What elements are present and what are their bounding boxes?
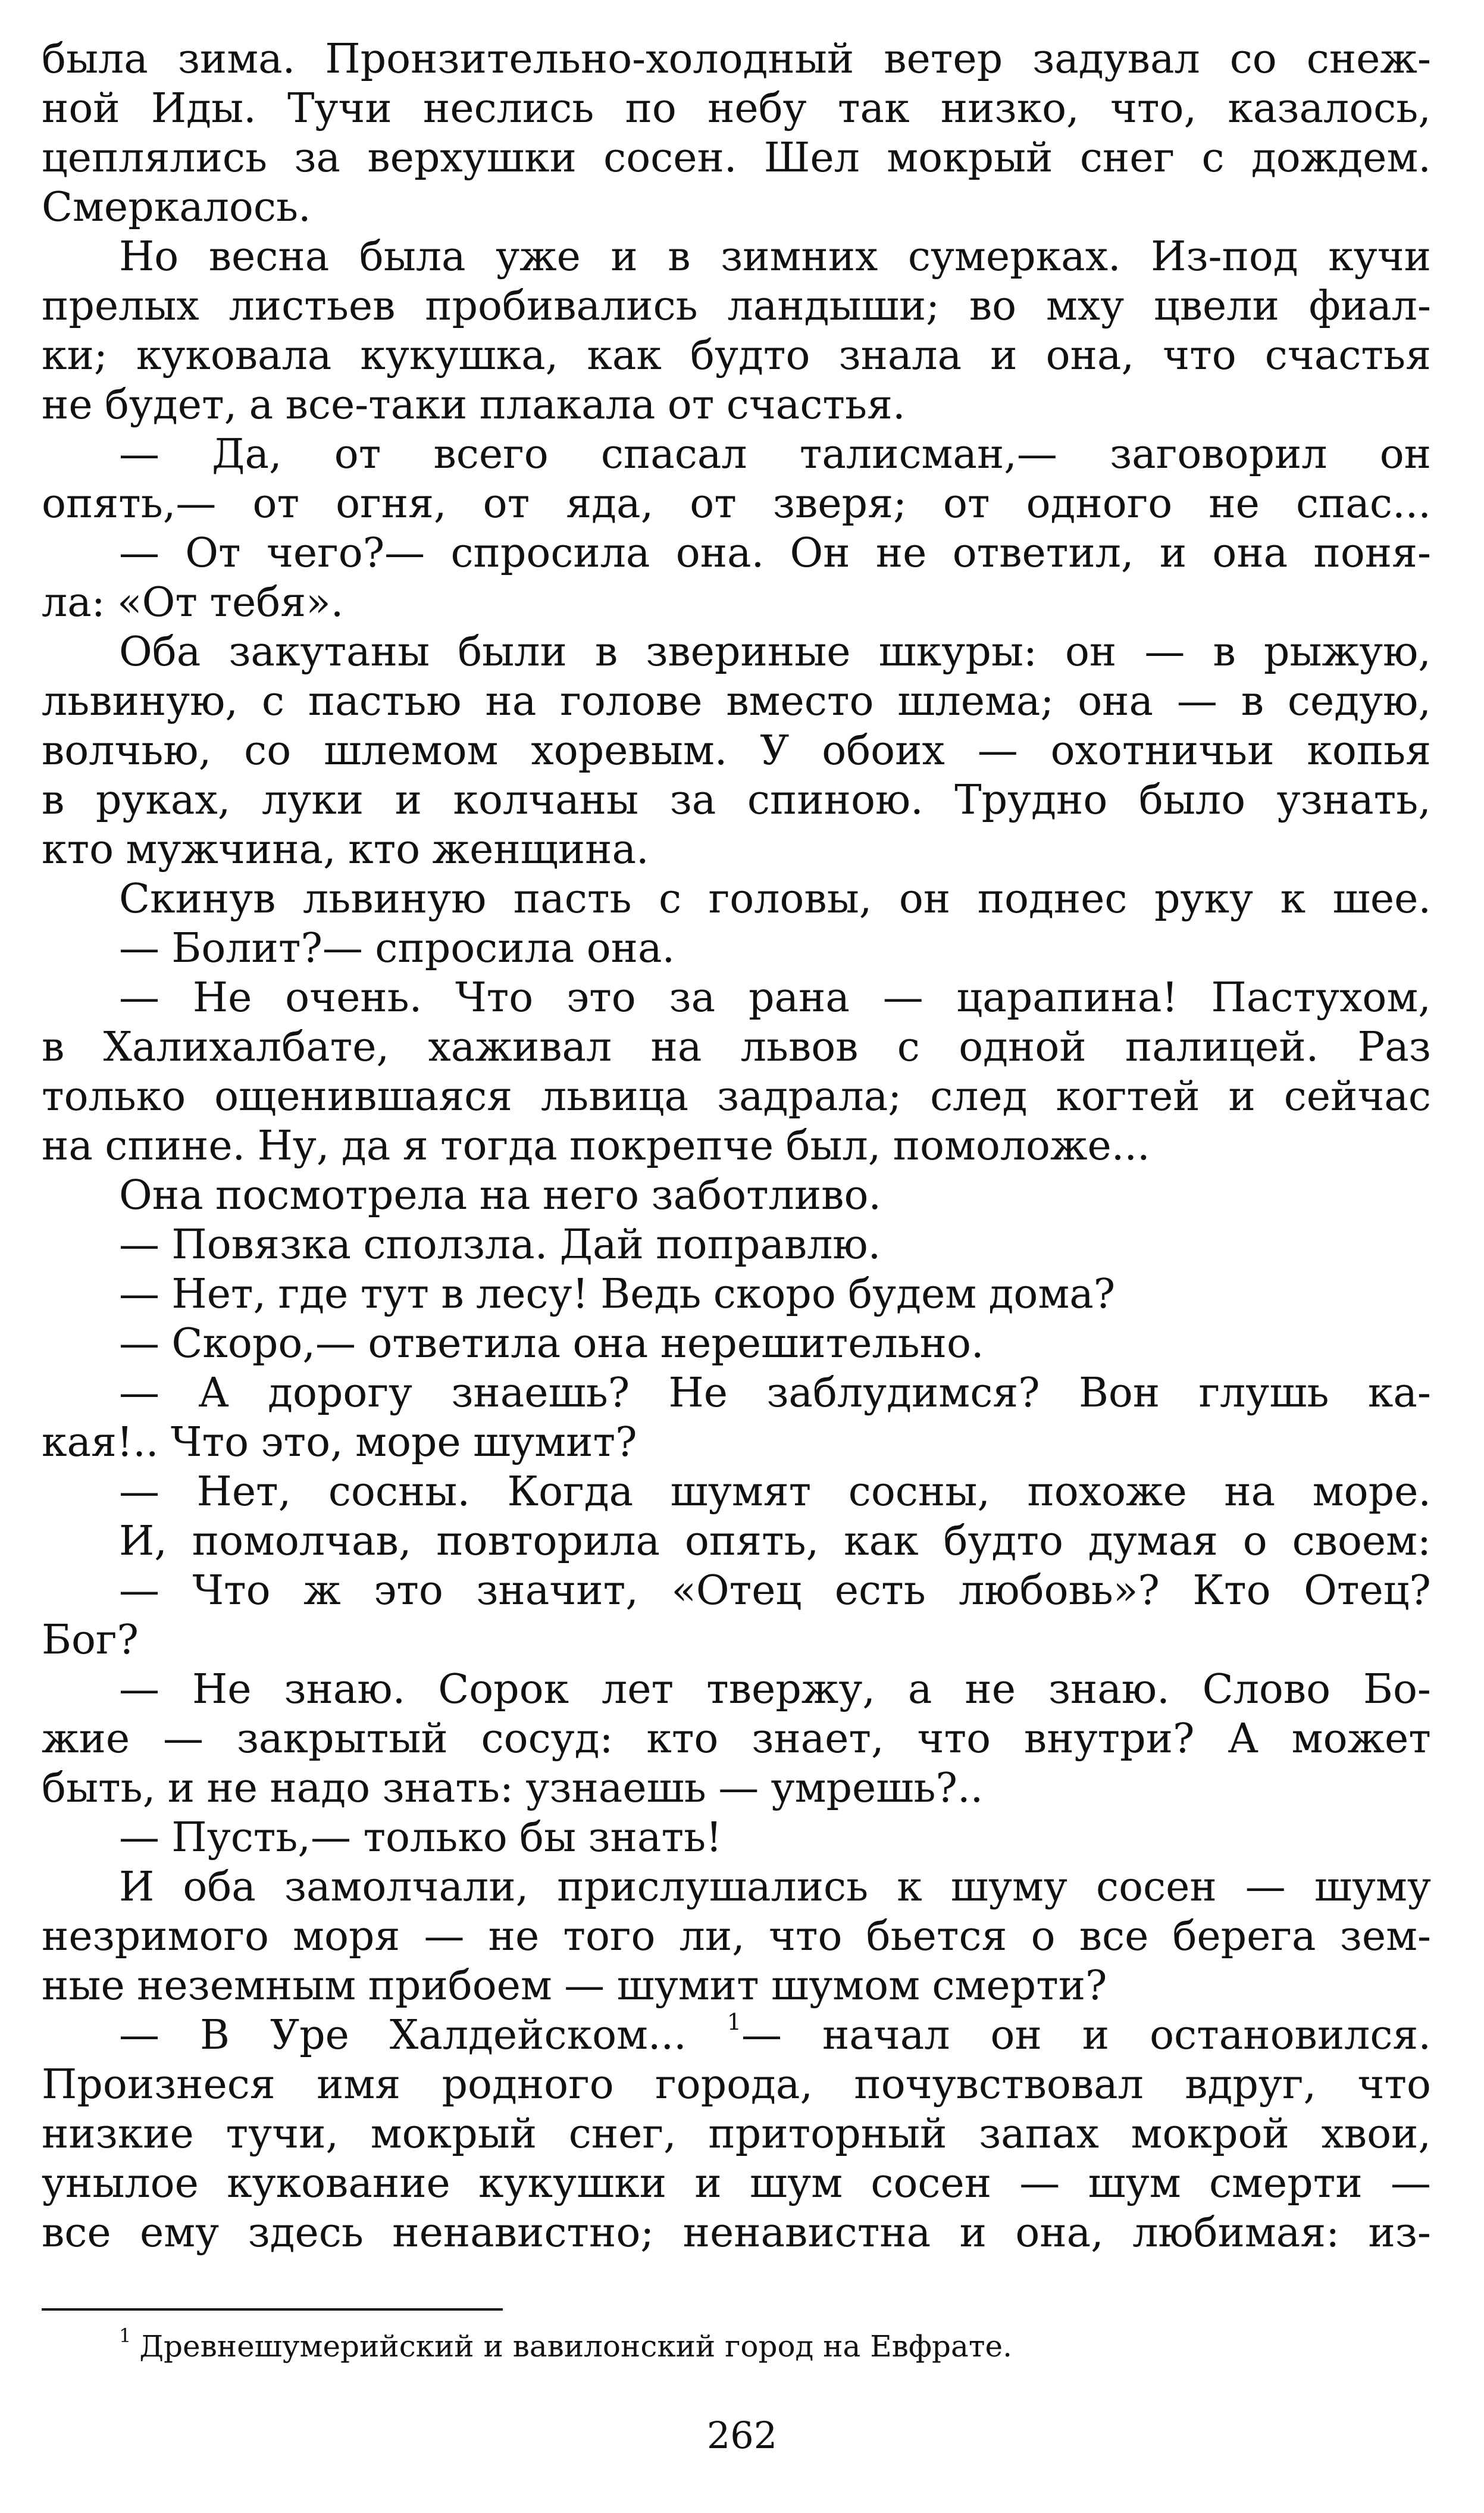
text-line: львиную, с пастью на голове вместо шлема; она — в седую, <box>42 678 1431 725</box>
text-line: опять,— от огня, от яда, от зверя; от одного не спас... <box>42 480 1431 527</box>
text-line: унылое кукование кукушки и шум сосен — шум смерти — <box>42 2160 1431 2207</box>
page-number: 262 <box>706 2414 778 2457</box>
text-line: — Пусть,— только бы знать! <box>119 1814 722 1861</box>
text-line: Она посмотрела на него заботливо. <box>119 1172 881 1219</box>
text-line: — Нет, где тут в лесу! Ведь скоро будем дома? <box>119 1271 1116 1318</box>
text-line: низкие тучи, мокрый снег, приторный запах мокрой хвои, <box>42 2111 1431 2158</box>
text-line: не будет, а все-таки плакала от счастья. <box>42 382 906 429</box>
text-line: волчью, со шлемом хоревым. У обоих — охотничьи копья <box>42 727 1431 774</box>
text-line: все ему здесь ненавистно; ненавистна и она, любимая: из- <box>42 2209 1431 2256</box>
text-line: И, помолчав, повторила опять, как будто думая о своем: <box>119 1518 1431 1565</box>
text-line: в руках, луки и колчаны за спиною. Трудно было узнать, <box>42 777 1431 824</box>
text-line: — Что ж это значит, «Отец есть любовь»? Кто Отец? <box>119 1567 1431 1614</box>
text-line: кая!.. Что это, море шумит? <box>42 1419 637 1466</box>
text-line: быть, и не надо знать: узнаешь — умрешь?.. <box>42 1765 984 1812</box>
footnote <box>42 2324 1484 2369</box>
text-line: — Нет, сосны. Когда шумят сосны, похоже на море. <box>119 1468 1431 1515</box>
text-line: прелых листьев пробивались ландыши; во мху цвели фиал- <box>42 283 1431 330</box>
text-line: ки; куковала кукушка, как будто знала и она, что счастья <box>42 332 1431 379</box>
text-line: Скинув львиную пасть с головы, он поднес руку к шее. <box>119 876 1431 923</box>
text-line: Оба закутаны были в звериные шкуры: он — в рыжую, <box>119 629 1431 676</box>
text-line: — В Уре Халдейском... $^1$— начал он и остановился. <box>119 2009 1431 2059</box>
text-line: цеплялись за верхушки сосен. Шел мокрый снег с дождем. <box>42 135 1431 182</box>
text-line: незримого моря — не того ли, что бьется о все берега зем- <box>42 1913 1431 1960</box>
text-line: ла: «От тебя». <box>42 579 344 626</box>
text-line: — А дорогу знаешь? Не заблудимся? Вон глушь ка- <box>119 1370 1431 1417</box>
text-line: — Да, от всего спасал талисман,— заговорил он <box>119 431 1431 478</box>
footnote-divider <box>42 2308 503 2311</box>
text-line: — Болит?— спросила она. <box>119 925 675 972</box>
text-line: — Не знаю. Сорок лет твержу, а не знаю. Слово Бо- <box>119 1666 1431 1713</box>
text-line: — Не очень. Что это за рана — царапина! Пастухом, <box>119 974 1431 1021</box>
text-line: И оба замолчали, прислушались к шуму сосен — шуму <box>119 1864 1431 1911</box>
text-line: ной Иды. Тучи неслись по небу так низко, что, казалось, <box>42 85 1431 132</box>
text-line: — Скоро,— ответила она нерешительно. <box>119 1320 984 1367</box>
text-line: была зима. Пронзительно-холодный ветер задувал со снеж- <box>42 36 1431 83</box>
text-line: — От чего?— спросила она. Он не ответил, и она поня- <box>119 530 1431 577</box>
text-line: жие — закрытый сосуд: кто знает, что внутри? А может <box>42 1715 1431 1762</box>
footnote-text: Древнешумерийский и вавилонский город на Евфрате. <box>139 2329 1013 2364</box>
text-line: в Халихалбате, хаживал на львов с одной палицей. Раз <box>42 1024 1431 1071</box>
text-line: только ощенившаяся львица задрала; след когтей и сейчас <box>42 1073 1431 1120</box>
text-line: на спине. Ну, да я тогда покрепче был, помоложе... <box>42 1123 1150 1170</box>
footnote-marker: 1 <box>119 2324 132 2347</box>
text-line: — Повязка сползла. Дай поправлю. <box>119 1221 881 1268</box>
text-line: Но весна была уже и в зимних сумерках. Из-под кучи <box>119 233 1431 280</box>
text-line: Произнеся имя родного города, почувствовал вдруг, что <box>42 2061 1431 2108</box>
text-line: ные неземным прибоем — шумит шумом смерти? <box>42 1962 1107 2009</box>
body-text <box>42 35 1431 2258</box>
text-line: Бог? <box>42 1617 139 1664</box>
text-line: кто мужчина, кто женщина. <box>42 826 649 873</box>
text-line: Смеркалось. <box>42 184 311 231</box>
